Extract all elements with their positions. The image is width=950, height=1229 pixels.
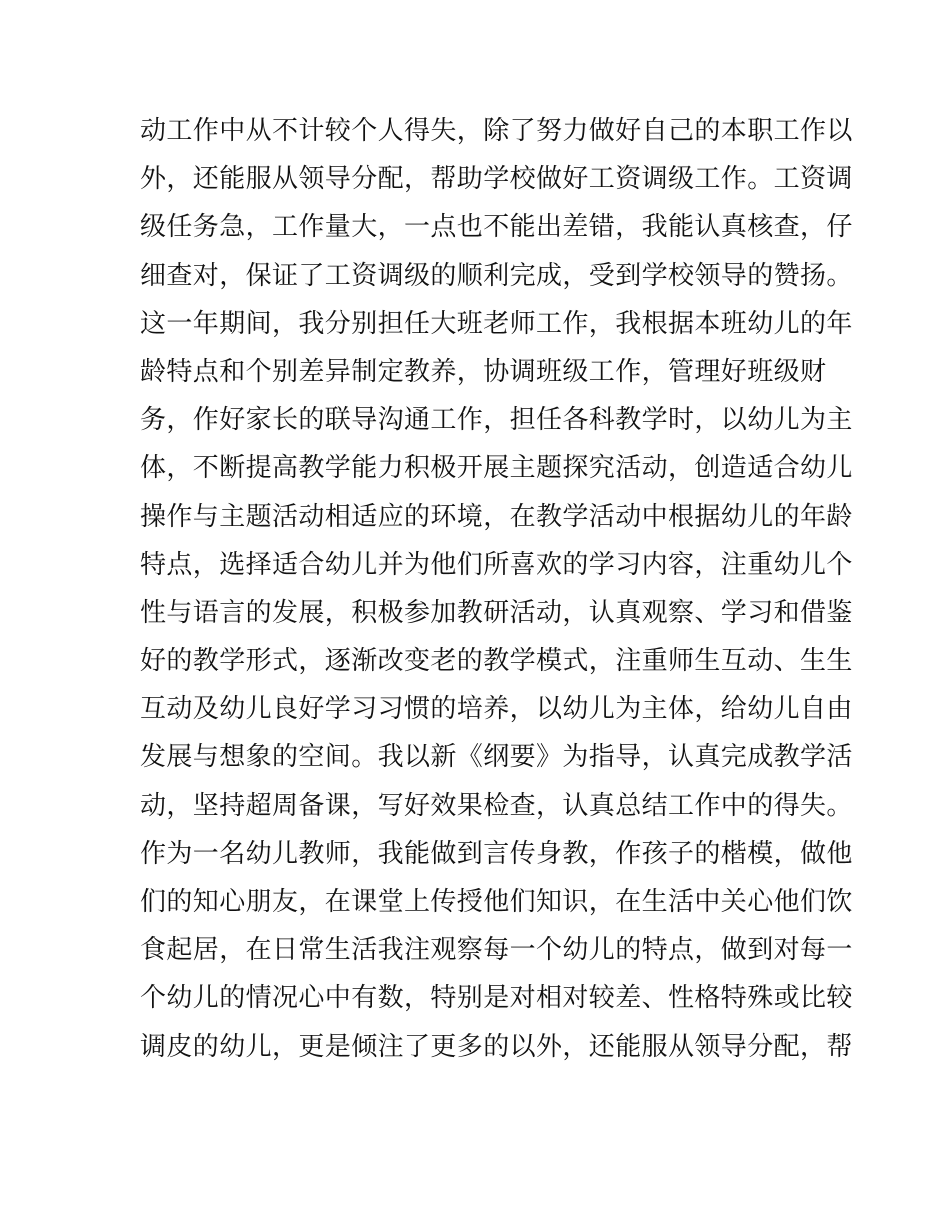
text-line-20: 调皮的幼儿，更是倾注了更多的以外，还能服从领导分配，帮	[140, 1031, 853, 1062]
text-line-13: 互动及幼儿良好学习习惯的培养，以幼儿为主体，给幼儿自由	[140, 694, 853, 725]
text-line-7: 务，作好家长的联导沟通工作，担任各科教学时，以幼儿为主	[140, 405, 853, 436]
text-line-15: 动，坚持超周备课，写好效果检查，认真总结工作中的得失。	[140, 790, 853, 821]
text-line-1: 动工作中从不计较个人得失，除了努力做好自己的本职工作以	[140, 116, 853, 146]
text-line-10: 特点，选择适合幼儿并为他们所喜欢的学习内容，注重幼儿个	[140, 549, 853, 580]
text-line-4: 细查对，保证了工资调级的顺利完成，受到学校领导的赞扬。	[140, 260, 853, 291]
text-line-14: 发展与想象的空间。我以新《纲要》为指导，认真完成教学活	[140, 742, 853, 773]
text-line-8: 体，不断提高教学能力积极开展主题探究活动，创造适合幼儿	[140, 453, 853, 484]
text-line-5: 这一年期间，我分别担任大班老师工作，我根据本班幼儿的年	[140, 308, 853, 339]
text-line-11: 性与语言的发展，积极参加教研活动，认真观察、学习和借鉴	[140, 597, 853, 628]
text-line-18: 食起居，在日常生活我注观察每一个幼儿的特点，做到对每一	[140, 935, 853, 966]
text-line-6: 龄特点和个别差异制定教养，协调班级工作，管理好班级财	[140, 356, 827, 387]
text-line-12: 好的教学形式，逐渐改变老的教学模式，注重师生互动、生生	[140, 646, 853, 677]
text-line-9: 操作与主题活动相适应的环境，在教学活动中根据幼儿的年龄	[140, 501, 853, 532]
text-line-17: 们的知心朋友，在课堂上传授他们知识，在生活中关心他们饮	[140, 887, 853, 917]
body-text	[140, 107, 853, 1071]
text-line-3: 级任务急，工作量大，一点也不能出差错，我能认真核查，仔	[140, 212, 853, 243]
text-line-2: 外，还能服从领导分配，帮助学校做好工资调级工作。工资调	[140, 164, 853, 195]
text-line-16: 作为一名幼儿教师，我能做到言传身教，作孩子的楷模，做他	[140, 838, 853, 869]
text-line-19: 个幼儿的情况心中有数，特别是对相对较差、性格特殊或比较	[140, 983, 853, 1014]
